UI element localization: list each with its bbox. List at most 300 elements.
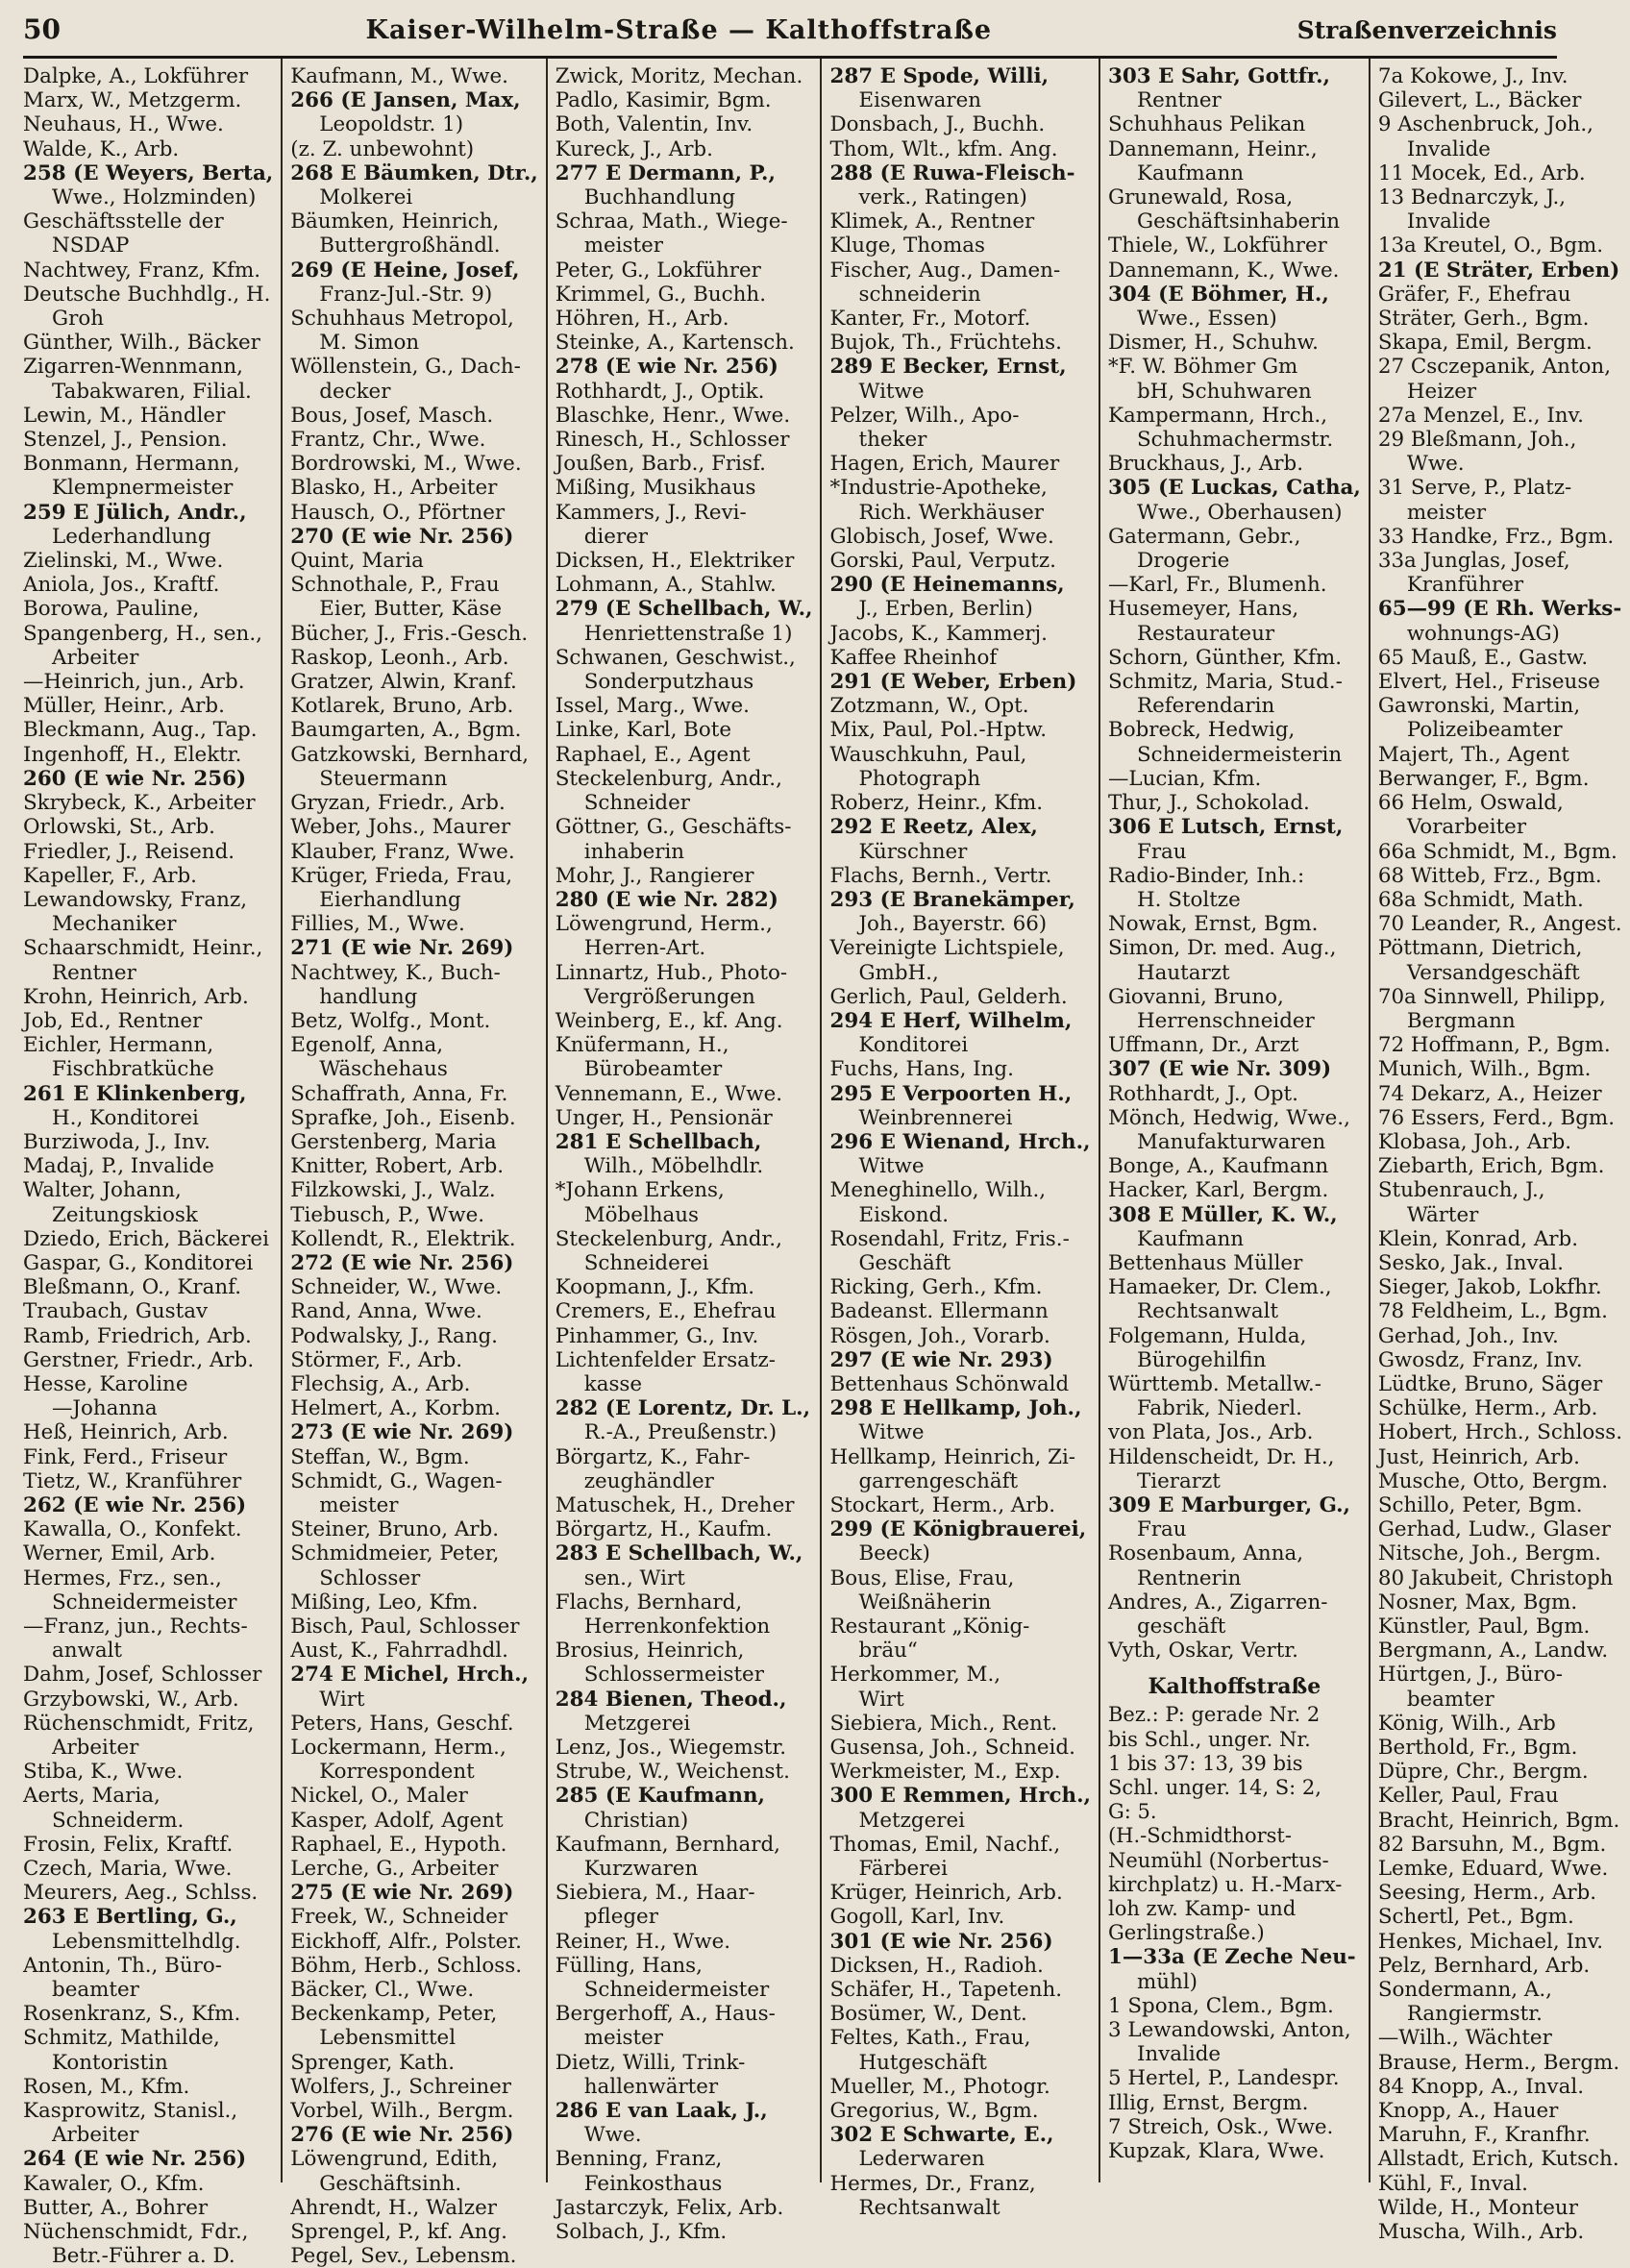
directory-entry: Linke, Karl, Bote — [555, 718, 732, 743]
directory-entry: Grzybowski, W., Arb. — [23, 1687, 239, 1712]
house-number-entry: 263 E Bertling, G., — [23, 1905, 237, 1930]
directory-entry: Gawronski, Martin, — [1377, 694, 1581, 719]
directory-entry: Klimek, A., Rentner — [829, 210, 1035, 234]
directory-entry: Referendarin — [1136, 694, 1275, 719]
directory-entry: Gerlich, Paul, Gelderh. — [829, 984, 1068, 1009]
directory-entry: Hürtgen, J., Büro- — [1377, 1663, 1563, 1688]
directory-entry: Nachtwey, Franz, Kfm. — [23, 258, 261, 283]
directory-entry: Lewandowsky, Franz, — [23, 887, 248, 912]
directory-entry: Bäcker, Cl., Wwe. — [290, 1978, 475, 2003]
directory-entry: Wirt — [858, 1687, 904, 1712]
house-number-entry: 301 (E wie Nr. 256) — [829, 1929, 1053, 1954]
house-number-entry: 288 (E Ruwa-Fleisch- — [829, 160, 1075, 185]
directory-entry: Bonge, A., Kaufmann — [1107, 1154, 1329, 1179]
directory-entry: Schl. unger. 14, S: 2, — [1107, 1776, 1321, 1800]
directory-entry: Steffan, W., Bgm. — [290, 1444, 470, 1469]
directory-entry: zeughändler — [583, 1468, 714, 1493]
directory-entry: 33 Handke, Frz., Bgm. — [1377, 524, 1615, 549]
directory-entry: GmbH., — [858, 960, 939, 985]
directory-entry: Christian) — [583, 1808, 689, 1833]
directory-entry: Vorarbeiter — [1406, 815, 1527, 840]
directory-entry: Rechtsanwalt — [858, 2195, 1000, 2220]
column-1 — [23, 59, 281, 2268]
directory-entry: Vennemann, E., Wwe. — [555, 1081, 783, 1106]
directory-entry: Manufakturwaren — [1136, 1129, 1326, 1154]
directory-entry: *Johann Erkens, — [555, 1178, 725, 1203]
directory-entry: Wolfers, J., Schreiner — [290, 2074, 511, 2099]
directory-entry: Benning, Franz, — [555, 2147, 723, 2172]
directory-entry: Grunewald, Rosa, — [1107, 185, 1294, 210]
directory-entry: Kluge, Thomas — [829, 234, 985, 259]
directory-entry: Eierhandlung — [319, 887, 461, 912]
directory-entry: Joh., Bayerstr. 66) — [858, 912, 1048, 937]
directory-entry: Gaspar, G., Konditorei — [23, 1250, 254, 1275]
directory-entry: Hamaeker, Dr. Clem., — [1107, 1275, 1332, 1300]
directory-entry: Schorn, Günther, Kfm. — [1107, 645, 1342, 670]
directory-entry: Schlossermeister — [583, 1663, 764, 1688]
directory-entry: —Wilh., Wächter — [1377, 2026, 1552, 2051]
directory-entry: Zielinski, M., Wwe. — [23, 549, 224, 574]
directory-entry: Bettenhaus Schönwald — [829, 1371, 1070, 1396]
directory-entry: Löwengrund, Herm., — [555, 912, 773, 937]
directory-entry: 5 Hertel, P., Landespr. — [1107, 2066, 1340, 2091]
directory-entry: Mönch, Hedwig, Wwe., — [1107, 1105, 1350, 1130]
directory-entry: Berwanger, F., Bgm. — [1377, 766, 1590, 791]
directory-entry: Bücher, J., Fris.-Gesch. — [290, 621, 529, 646]
directory-entry: hallenwärter — [583, 2074, 719, 2099]
directory-entry: Munich, Wilh., Bgm. — [1377, 1057, 1592, 1082]
directory-entry: Ricking, Gerh., Kfm. — [829, 1275, 1043, 1300]
directory-entry: Cremers, E., Ehefrau — [555, 1299, 777, 1324]
directory-entry: Invalide — [1406, 210, 1491, 234]
directory-entry: Muscha, Wilh., Arb. — [1377, 2220, 1585, 2245]
directory-entry: Hellkamp, Heinrich, Zi- — [829, 1444, 1076, 1469]
directory-entry: Brause, Herm., Bergm. — [1377, 2050, 1620, 2075]
directory-entry: Gilevert, L., Bäcker — [1377, 88, 1582, 113]
house-number-entry: 283 E Schellbach, W., — [555, 1541, 803, 1566]
directory-entry: Vergrößerungen — [583, 984, 755, 1009]
directory-entry: Gerhad, Joh., Inv. — [1377, 1323, 1559, 1348]
directory-entry: Mißing, Leo, Kfm. — [290, 1590, 479, 1615]
house-number-entry: 269 (E Heine, Josef, — [290, 258, 520, 283]
directory-entry: Kollendt, R., Elektrik. — [290, 1226, 516, 1251]
directory-entry: Sieger, Jakob, Lokfhr. — [1377, 1275, 1602, 1300]
column-2 — [281, 59, 545, 2268]
directory-entry: Hildenscheidt, Dr. H., — [1107, 1444, 1335, 1469]
directory-entry: Freek, W., Schneider — [290, 1905, 508, 1930]
directory-entry: Friedler, J., Reisend. — [23, 839, 235, 864]
directory-entry: 66a Schmidt, M., Bgm. — [1377, 839, 1618, 864]
directory-entry: mühl) — [1136, 1969, 1198, 1994]
directory-entry: Krohn, Heinrich, Arb. — [23, 984, 249, 1009]
directory-entry: Berthold, Fr., Bgm. — [1377, 1736, 1578, 1761]
directory-entry: Thomas, Emil, Nachf., — [829, 1832, 1061, 1857]
directory-entry: Simon, Dr. med. Aug., — [1107, 936, 1337, 961]
directory-entry: 11 Mocek, Ed., Arb. — [1377, 160, 1586, 185]
directory-entry: Gusensa, Joh., Schneid. — [829, 1736, 1075, 1761]
directory-entry: Rangiermstr. — [1406, 2002, 1543, 2027]
directory-entry: Thiele, W., Lokführer — [1107, 234, 1327, 259]
directory-entry: Koopmann, J., Kfm. — [555, 1275, 755, 1300]
directory-entry: Herrenschneider — [1136, 1008, 1315, 1033]
directory-entry: Sprengel, P., kf. Ang. — [290, 2220, 507, 2245]
directory-entry: Rentnerin — [1136, 1565, 1242, 1590]
directory-entry: Krüger, Frieda, Frau, — [290, 863, 513, 888]
directory-entry: Lemke, Eduard, Wwe. — [1377, 1857, 1609, 1882]
directory-entry: Pelz, Bernhard, Arb. — [1377, 1953, 1591, 1978]
directory-entry: Molkerei — [319, 185, 413, 210]
directory-entry: Solbach, J., Kfm. — [555, 2220, 728, 2245]
directory-entry: Meneghinello, Wilh., — [829, 1178, 1047, 1203]
directory-entry: Geschäftsinhaberin — [1136, 210, 1341, 234]
directory-entry: Kranführer — [1406, 573, 1524, 598]
directory-entry: Schneidermeister — [52, 1590, 237, 1615]
directory-entry: Gregorius, W., Bgm. — [829, 2099, 1039, 2124]
directory-entry: —Franz, jun., Rechts- — [23, 1615, 248, 1639]
house-number-entry: 289 E Becker, Ernst, — [829, 355, 1067, 380]
directory-entry: *F. W. Böhmer Gm — [1107, 355, 1298, 380]
directory-entry: Knitter, Robert, Arb. — [290, 1154, 505, 1179]
directory-entry: Flechsig, A., Arb. — [290, 1371, 471, 1396]
directory-entry: Lebensmittel — [319, 2026, 457, 2051]
directory-entry: Invalide — [1406, 136, 1491, 161]
directory-entry: Eickhoff, Alfr., Polster. — [290, 1929, 522, 1954]
directory-entry: Kawalla, O., Konfekt. — [23, 1517, 242, 1542]
directory-entry: Wöllenstein, G., Dach- — [290, 355, 521, 380]
directory-entry: Mohr, J., Rangierer — [555, 863, 754, 888]
directory-entry: Kaufmann, M., Wwe. — [290, 64, 508, 88]
directory-entry: Stiba, K., Wwe. — [23, 1760, 184, 1785]
directory-entry: geschäft — [1136, 1615, 1226, 1639]
directory-entry: Zigarren-Wennmann, — [23, 355, 243, 380]
directory-entry: Flachs, Bernhard, — [555, 1590, 743, 1615]
directory-entry: Mißing, Musikhaus — [555, 476, 756, 501]
directory-entry: Schneider, W., Wwe. — [290, 1275, 503, 1300]
directory-entry: Kürschner — [858, 839, 968, 864]
directory-entry: Stenzel, J., Pension. — [23, 428, 228, 453]
directory-entry: dierer — [583, 524, 649, 549]
directory-entry: Pinhammer, G., Inv. — [555, 1323, 759, 1348]
directory-entry: Fischer, Aug., Damen- — [829, 258, 1061, 283]
page-header — [23, 13, 1557, 59]
directory-entry: Metzgerei — [858, 1808, 965, 1833]
directory-entry: Göttner, G., Geschäfts- — [555, 815, 792, 840]
directory-entry: Matuschek, H., Dreher — [555, 1492, 795, 1517]
directory-entry: 7 Streich, Osk., Wwe. — [1107, 2114, 1334, 2139]
directory-entry: Schuhmachermstr. — [1136, 428, 1334, 453]
directory-entry: Rentner — [1136, 88, 1222, 113]
house-number-entry: 296 E Wienand, Hrch., — [829, 1129, 1091, 1154]
directory-entry: Nitsche, Joh., Bergm. — [1377, 1541, 1601, 1566]
directory-entry: meister — [319, 1492, 399, 1517]
directory-entry: Polizeibeamter — [1406, 718, 1563, 743]
directory-entry: Raphael, E., Agent — [555, 742, 751, 767]
directory-entry: Weinberg, E., kf. Ang. — [555, 1008, 783, 1033]
house-number-entry: 298 E Hellkamp, Joh., — [829, 1396, 1082, 1421]
house-number-entry: 270 (E wie Nr. 256) — [290, 524, 514, 549]
directory-entry: Steinke, A., Kartensch. — [555, 331, 795, 356]
directory-entry: Metzgerei — [583, 1711, 691, 1736]
directory-entry: Lederhandlung — [52, 524, 211, 549]
directory-entry: Eiskond. — [858, 1202, 950, 1227]
directory-entry: Versandgeschäft — [1406, 960, 1580, 985]
house-number-entry: 280 (E wie Nr. 282) — [555, 887, 778, 912]
column-6 — [1369, 59, 1630, 2245]
directory-entry: Butter, A., Bohrer — [23, 2195, 209, 2220]
directory-entry: Konditorei — [858, 1033, 969, 1058]
directory-entry: Hutgeschäft — [858, 2050, 987, 2075]
directory-entry: 65 Mauß, E., Gastw. — [1377, 645, 1589, 670]
directory-entry: —Lucian, Kfm. — [1107, 766, 1262, 791]
directory-entry: Vorbel, Wilh., Bergm. — [290, 2099, 514, 2124]
directory-entry: handlung — [319, 984, 418, 1009]
directory-entry: Rosen, M., Kfm. — [23, 2074, 190, 2099]
directory-columns — [23, 59, 1623, 2268]
directory-entry: Zwick, Moritz, Mechan. — [555, 64, 803, 88]
directory-entry: Kureck, J., Arb. — [555, 136, 713, 161]
directory-entry: beamter — [1406, 1687, 1494, 1712]
directory-entry: Mueller, M., Photogr. — [829, 2074, 1050, 2099]
directory-entry: Quint, Maria — [290, 549, 424, 574]
directory-entry: Bleßmann, O., Kranf. — [23, 1275, 242, 1300]
directory-entry: Schmidmeier, Peter, — [290, 1541, 500, 1566]
directory-entry: 82 Barsuhn, M., Bgm. — [1377, 1832, 1607, 1857]
directory-entry: Witwe — [858, 1420, 925, 1445]
directory-entry: Nosner, Max, Bgm. — [1377, 1590, 1578, 1615]
directory-entry: garrengeschäft — [858, 1468, 1019, 1493]
directory-entry: Rösgen, Joh., Vorarb. — [829, 1323, 1050, 1348]
directory-entry: Strube, W., Weichenst. — [555, 1760, 790, 1785]
directory-entry: Gratzer, Alwin, Kranf. — [290, 670, 517, 695]
directory-entry: beamter — [52, 1978, 139, 2003]
directory-entry: kasse — [583, 1371, 643, 1396]
directory-entry: Podwalsky, J., Rang. — [290, 1323, 498, 1348]
directory-entry: Eier, Butter, Käse — [319, 597, 503, 622]
directory-entry: Rüchenschmidt, Fritz, — [23, 1711, 255, 1736]
directory-entry: 68 Witteb, Frz., Bgm. — [1377, 863, 1602, 888]
directory-entry: Raphael, E., Hypoth. — [290, 1832, 507, 1857]
directory-entry: Rothhardt, J., Opt. — [1107, 1081, 1298, 1106]
directory-entry: Bürobeamter — [583, 1057, 723, 1082]
directory-entry: 1 Spona, Clem., Bgm. — [1107, 1993, 1334, 2018]
directory-entry: Job, Ed., Rentner — [23, 1008, 203, 1033]
directory-entry: Witwe — [858, 1154, 925, 1179]
directory-entry: 80 Jakubeit, Christoph — [1377, 1565, 1614, 1590]
directory-entry: 70a Sinnwell, Philipp, — [1377, 984, 1606, 1009]
directory-entry: 29 Bleßmann, Joh., — [1377, 428, 1577, 453]
directory-entry: Hermes, Dr., Franz, — [829, 2171, 1036, 2196]
directory-entry: Lewin, M., Händler — [23, 403, 226, 428]
directory-entry: Tiebusch, P., Wwe. — [290, 1202, 485, 1227]
directory-entry: Kotlarek, Bruno, Arb. — [290, 694, 514, 719]
directory-entry: Sprafke, Joh., Eisenb. — [290, 1105, 516, 1130]
directory-entry: pfleger — [583, 1905, 658, 1930]
directory-entry: (H.-Schmidthorst- — [1107, 1824, 1292, 1848]
directory-entry: Gogoll, Karl, Inv. — [829, 1905, 1005, 1930]
directory-entry: NSDAP — [52, 234, 130, 259]
directory-entry: Kupzak, Klara, Wwe. — [1107, 2139, 1325, 2164]
directory-entry: Aust, K., Fahrradhdl. — [290, 1639, 508, 1664]
directory-entry: Tabakwaren, Filial. — [52, 379, 252, 404]
house-number-entry: 300 E Remmen, Hrch., — [829, 1784, 1091, 1809]
directory-entry: Bruckhaus, J., Arb. — [1107, 452, 1304, 477]
directory-entry: Schraa, Math., Wiege- — [555, 210, 788, 234]
directory-entry: Vereinigte Lichtspiele, — [829, 936, 1065, 961]
directory-entry: 13 Bednarczyk, J., — [1377, 185, 1567, 210]
directory-entry: Ingenhoff, H., Elektr. — [23, 742, 242, 767]
directory-entry: bis Schl., unger. Nr. — [1107, 1727, 1311, 1751]
directory-entry: Rand, Anna, Wwe. — [290, 1299, 482, 1324]
directory-entry: Kammers, J., Revi- — [555, 500, 747, 525]
directory-entry: Skrybeck, K., Arbeiter — [23, 791, 256, 816]
house-number-entry: 274 E Michel, Hrch., — [290, 1663, 530, 1688]
directory-entry: schneiderin — [858, 282, 981, 307]
directory-entry: Dicksen, H., Elektriker — [555, 549, 795, 574]
directory-entry: Beckenkamp, Peter, — [290, 2002, 498, 2027]
directory-entry: Illig, Ernst, Bergm. — [1107, 2090, 1309, 2115]
directory-entry: Dicksen, H., Radioh. — [829, 1953, 1044, 1978]
directory-entry: Württemb. Metallw.- — [1107, 1371, 1321, 1396]
directory-entry: Siebiera, Mich., Rent. — [829, 1711, 1058, 1736]
directory-entry: Wauschkuhn, Paul, — [829, 742, 1027, 767]
directory-entry: Wilde, H., Monteur — [1377, 2195, 1578, 2220]
directory-entry: Wwe. — [1406, 452, 1465, 477]
house-number-entry: 277 E Dermann, P., — [555, 160, 776, 185]
directory-entry: Maruhn, F., Kranfhr. — [1377, 2123, 1591, 2148]
directory-entry: Musche, Otto, Bergm. — [1377, 1468, 1609, 1493]
house-number-entry: 302 E Schwarte, E., — [829, 2123, 1054, 2148]
directory-entry: Lederwaren — [858, 2147, 985, 2172]
directory-entry: König, Wilh., Arb — [1377, 1711, 1556, 1736]
directory-entry: Vyth, Oskar, Vertr. — [1107, 1639, 1298, 1664]
directory-entry: Skapa, Emil, Bergm. — [1377, 331, 1593, 356]
directory-entry: Rothhardt, J., Optik. — [555, 379, 765, 404]
directory-entry: Schaarschmidt, Heinr., — [23, 936, 263, 961]
directory-entry: Zeitungskiosk — [52, 1202, 198, 1227]
directory-entry: Schmitz, Mathilde, — [23, 2026, 220, 2051]
directory-entry: Burziwoda, J., Inv. — [23, 1129, 210, 1154]
directory-entry: von Plata, Jos., Arb. — [1107, 1420, 1314, 1445]
directory-entry: Herrenkonfektion — [583, 1615, 771, 1639]
directory-entry: Tierarzt — [1136, 1468, 1221, 1493]
directory-entry: Möbelhaus — [583, 1202, 699, 1227]
directory-entry: Weinbrennerei — [858, 1105, 1013, 1130]
directory-entry: Ramb, Friedrich, Arb. — [23, 1323, 252, 1348]
directory-entry: Klein, Konrad, Arb. — [1377, 1226, 1579, 1251]
directory-entry: Raskop, Leonh., Arb. — [290, 645, 509, 670]
directory-entry: Höhren, H., Arb. — [555, 307, 729, 332]
directory-entry: Neumühl (Norbertus- — [1107, 1848, 1329, 1872]
house-number-entry: 304 (E Böhmer, H., — [1107, 282, 1329, 307]
column-5 — [1099, 59, 1369, 2182]
directory-entry: Hobert, Hrch., Schloss. — [1377, 1420, 1623, 1445]
directory-entry: Kampermann, Hrch., — [1107, 403, 1328, 428]
directory-entry: Photograph — [858, 766, 981, 791]
directory-entry: Rechtsanwalt — [1136, 1299, 1279, 1324]
directory-entry: Dalpke, A., Lokführer — [23, 64, 249, 88]
directory-entry: Steiner, Bruno, Arb. — [290, 1517, 500, 1542]
directory-entry: M. Simon — [319, 331, 420, 356]
column-4 — [820, 59, 1099, 2220]
directory-entry: Kurzwaren — [583, 1857, 699, 1882]
directory-entry: Gerstenberg, Maria — [290, 1129, 497, 1154]
directory-entry: Folgemann, Hulda, — [1107, 1323, 1307, 1348]
directory-entry: Lichtenfelder Ersatz- — [555, 1347, 777, 1372]
directory-entry: Jacobs, K., Kammerj. — [829, 621, 1048, 646]
directory-entry: 66 Helm, Oswald, — [1377, 791, 1564, 816]
directory-entry: Feltes, Kath., Frau, — [829, 2026, 1031, 2051]
directory-entry: Wäschehaus — [319, 1057, 448, 1082]
directory-entry: Thur, J., Schokolad. — [1107, 791, 1310, 816]
directory-entry: 70 Leander, R., Angest. — [1377, 912, 1622, 937]
house-number-entry: 293 (E Branekämper, — [829, 887, 1075, 912]
directory-entry: Feinkosthaus — [583, 2171, 723, 2196]
directory-entry: Dietz, Willi, Trink- — [555, 2050, 746, 2075]
directory-entry: Bobreck, Hedwig, — [1107, 718, 1296, 743]
directory-entry: Walter, Johann, — [23, 1178, 182, 1203]
directory-entry: 72 Hoffmann, P., Bgm. — [1377, 1033, 1611, 1058]
directory-entry: theker — [858, 428, 927, 453]
directory-entry: (z. Z. unbewohnt) — [290, 136, 475, 161]
directory-entry: Dahm, Josef, Schlosser — [23, 1663, 262, 1688]
directory-entry: bräu“ — [858, 1639, 918, 1664]
directory-entry: Bisch, Paul, Schlosser — [290, 1615, 520, 1639]
directory-entry: 3 Lewandowski, Anton, — [1107, 2018, 1351, 2043]
directory-entry: Knopp, A., Hauer — [1377, 2099, 1559, 2124]
house-number-entry: 264 (E wie Nr. 256) — [23, 2147, 247, 2172]
directory-entry: Radio-Binder, Inh.: — [1107, 863, 1305, 888]
directory-entry: Schlosser — [319, 1565, 421, 1590]
directory-entry: Fischbratküche — [52, 1057, 214, 1082]
directory-entry: Frantz, Chr., Wwe. — [290, 428, 486, 453]
directory-entry: Lockermann, Herm., — [290, 1736, 506, 1761]
directory-entry: Schaffrath, Anna, Fr. — [290, 1081, 508, 1106]
directory-entry: Henriettenstraße 1) — [583, 621, 793, 646]
directory-entry: Giovanni, Bruno, — [1107, 984, 1284, 1009]
directory-entry: Walde, K., Arb. — [23, 136, 180, 161]
directory-entry: Dannemann, Heinr., — [1107, 136, 1318, 161]
directory-entry: Schillo, Peter, Bgm. — [1377, 1492, 1583, 1517]
directory-entry: Helmert, A., Korbm. — [290, 1396, 501, 1421]
directory-entry: Hautarzt — [1136, 960, 1230, 985]
directory-entry: Werner, Emil, Arb. — [23, 1541, 216, 1566]
house-number-entry: 266 (E Jansen, Max, — [290, 88, 521, 113]
directory-entry: Lenz, Jos., Wiegemstr. — [555, 1736, 787, 1761]
directory-entry: Nachtwey, K., Buch- — [290, 960, 501, 985]
directory-entry: Rentner — [52, 960, 136, 985]
directory-entry: meister — [1406, 500, 1487, 525]
directory-entry: Schuhhaus Metropol, — [290, 307, 514, 332]
directory-entry: Knüfermann, H., — [555, 1033, 729, 1058]
directory-entry: 27 Csczepanik, Anton, — [1377, 355, 1611, 380]
house-number-entry: 278 (E wie Nr. 256) — [555, 355, 778, 380]
directory-entry: Schuhhaus Pelikan — [1107, 112, 1306, 137]
directory-entry: Bez.: P: gerade Nr. 2 — [1107, 1703, 1321, 1727]
house-number-entry: 272 (E wie Nr. 256) — [290, 1250, 514, 1275]
directory-entry: sen., Wirt — [583, 1565, 685, 1590]
directory-entry: 27a Menzel, E., Inv. — [1377, 403, 1584, 428]
directory-entry: Borowa, Pauline, — [23, 597, 200, 622]
directory-entry: Leopoldstr. 1) — [319, 112, 464, 137]
directory-entry: Fülling, Hans, — [555, 1953, 703, 1978]
house-number-entry: 287 E Spode, Willi, — [829, 64, 1050, 88]
directory-entry: Groh — [52, 307, 104, 332]
directory-entry: 13a Kreutel, O., Bgm. — [1377, 234, 1604, 259]
house-number-entry: 282 (E Lorentz, Dr. L., — [555, 1396, 811, 1421]
house-number-entry: 262 (E wie Nr. 256) — [23, 1492, 247, 1517]
directory-entry: Invalide — [1136, 2042, 1222, 2067]
directory-entry: Herren-Art. — [583, 936, 706, 961]
